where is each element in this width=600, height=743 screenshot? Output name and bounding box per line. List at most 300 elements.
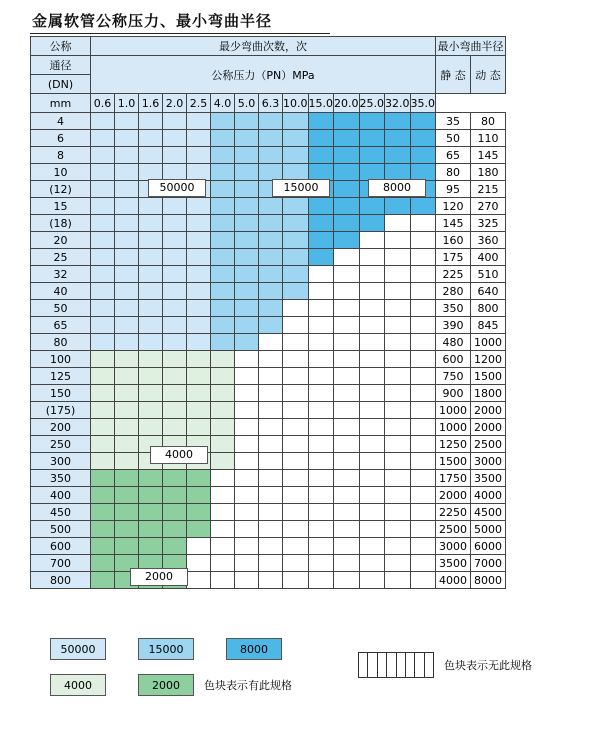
header-dn-line2: 通径	[31, 56, 91, 75]
cell-pressure	[410, 453, 436, 470]
cell-pressure	[334, 487, 360, 504]
cell-dn: 200	[31, 419, 91, 436]
cell-static-radius: 1250	[436, 436, 471, 453]
table-row	[31, 317, 506, 334]
cell-pressure	[163, 317, 187, 334]
cell-pressure	[139, 266, 163, 283]
cell-pressure	[308, 198, 334, 215]
cell-dn: 32	[31, 266, 91, 283]
cell-static-radius: 175	[436, 249, 471, 266]
cell-dynamic-radius: 6000	[471, 538, 506, 555]
cell-dynamic-radius: 110	[471, 130, 506, 147]
cell-pressure	[308, 487, 334, 504]
cell-pressure	[163, 385, 187, 402]
cell-pressure	[163, 300, 187, 317]
cell-pressure	[308, 521, 334, 538]
cell-pressure	[283, 470, 309, 487]
cell-dn: 250	[31, 436, 91, 453]
label-50000: 50000	[148, 179, 206, 197]
cell-pressure	[115, 538, 139, 555]
cell-pressure	[385, 300, 411, 317]
cell-pressure	[308, 130, 334, 147]
cell-pressure	[385, 283, 411, 300]
cell-pressure	[211, 181, 235, 198]
table-row	[31, 368, 506, 385]
cell-pressure	[187, 147, 211, 164]
cell-static-radius: 350	[436, 300, 471, 317]
cell-pressure	[283, 215, 309, 232]
table-row	[31, 113, 506, 130]
cell-pressure	[385, 385, 411, 402]
cell-pressure	[163, 266, 187, 283]
cell-dynamic-radius: 640	[471, 283, 506, 300]
cell-pressure	[115, 266, 139, 283]
cell-pressure	[259, 368, 283, 385]
cell-pressure	[187, 351, 211, 368]
legend-swatch-8000: 8000	[226, 638, 282, 660]
table-row	[31, 164, 506, 181]
cell-pressure	[91, 283, 115, 300]
table-row	[31, 538, 506, 555]
cell-pressure	[187, 232, 211, 249]
table-row	[31, 215, 506, 232]
cell-pressure	[410, 283, 436, 300]
cell-pressure	[410, 130, 436, 147]
cell-pressure	[259, 215, 283, 232]
header-pressure-9: 15.0	[308, 94, 334, 113]
cell-pressure	[283, 538, 309, 555]
cell-pressure	[91, 555, 115, 572]
cell-dynamic-radius: 1000	[471, 334, 506, 351]
cell-pressure	[115, 487, 139, 504]
cell-pressure	[139, 317, 163, 334]
cell-pressure	[283, 436, 309, 453]
cell-pressure	[139, 368, 163, 385]
cell-pressure	[385, 130, 411, 147]
cell-pressure	[115, 215, 139, 232]
cell-pressure	[308, 283, 334, 300]
cell-static-radius: 750	[436, 368, 471, 385]
cell-dn: 600	[31, 538, 91, 555]
cell-pressure	[283, 113, 309, 130]
cell-pressure	[139, 300, 163, 317]
cell-pressure	[259, 419, 283, 436]
cell-pressure	[359, 436, 385, 453]
cell-dn: 10	[31, 164, 91, 181]
cell-pressure	[187, 572, 211, 589]
cell-pressure	[283, 317, 309, 334]
cell-pressure	[187, 385, 211, 402]
cell-pressure	[283, 402, 309, 419]
table-row	[31, 402, 506, 419]
header-static: 静 态	[436, 56, 471, 94]
cell-dynamic-radius: 3500	[471, 470, 506, 487]
cell-pressure	[334, 249, 360, 266]
cell-pressure	[139, 487, 163, 504]
legend-swatch-4000: 4000	[50, 674, 106, 696]
cell-pressure	[259, 538, 283, 555]
cell-pressure	[259, 317, 283, 334]
cell-pressure	[115, 351, 139, 368]
cell-pressure	[334, 198, 360, 215]
cell-pressure	[211, 198, 235, 215]
cell-pressure	[385, 402, 411, 419]
cell-pressure	[115, 283, 139, 300]
cell-pressure	[334, 453, 360, 470]
cell-dn: 450	[31, 504, 91, 521]
cell-pressure	[235, 113, 259, 130]
table-row	[31, 351, 506, 368]
cell-pressure	[211, 470, 235, 487]
header-dynamic: 动 态	[471, 56, 506, 94]
cell-pressure	[115, 164, 139, 181]
cell-dynamic-radius: 7000	[471, 555, 506, 572]
cell-pressure	[163, 130, 187, 147]
cell-pressure	[211, 130, 235, 147]
cell-pressure	[359, 249, 385, 266]
cell-pressure	[385, 198, 411, 215]
cell-pressure	[359, 368, 385, 385]
cell-pressure	[211, 113, 235, 130]
cell-pressure	[187, 300, 211, 317]
label-4000: 4000	[150, 446, 208, 464]
cell-pressure	[359, 351, 385, 368]
cell-pressure	[187, 113, 211, 130]
cell-pressure	[235, 130, 259, 147]
cell-pressure	[235, 164, 259, 181]
cell-pressure	[385, 436, 411, 453]
cell-pressure	[308, 419, 334, 436]
cell-pressure	[235, 334, 259, 351]
cell-dn: 800	[31, 572, 91, 589]
cell-pressure	[308, 470, 334, 487]
cell-pressure	[163, 504, 187, 521]
cell-dynamic-radius: 180	[471, 164, 506, 181]
cell-pressure	[385, 249, 411, 266]
cell-pressure	[187, 198, 211, 215]
cell-pressure	[211, 164, 235, 181]
cell-pressure	[410, 555, 436, 572]
header-pressure-5: 4.0	[211, 94, 235, 113]
cell-pressure	[259, 504, 283, 521]
cell-pressure	[283, 419, 309, 436]
cell-pressure	[359, 385, 385, 402]
cell-pressure	[259, 334, 283, 351]
cell-dynamic-radius: 215	[471, 181, 506, 198]
cell-pressure	[385, 232, 411, 249]
cell-pressure	[187, 402, 211, 419]
cell-pressure	[163, 470, 187, 487]
cell-static-radius: 35	[436, 113, 471, 130]
cell-pressure	[334, 283, 360, 300]
header-pressure-1: 1.0	[115, 94, 139, 113]
cell-pressure	[235, 317, 259, 334]
cell-pressure	[334, 215, 360, 232]
cell-pressure	[163, 351, 187, 368]
cell-pressure	[385, 147, 411, 164]
cell-pressure	[359, 113, 385, 130]
cell-pressure	[283, 504, 309, 521]
header-pressure-13: 35.0	[410, 94, 436, 113]
legend-swatch-blank	[358, 652, 434, 678]
cell-pressure	[187, 266, 211, 283]
cell-pressure	[91, 113, 115, 130]
cell-pressure	[359, 470, 385, 487]
cell-static-radius: 600	[436, 351, 471, 368]
title-underline	[30, 33, 330, 34]
cell-pressure	[187, 249, 211, 266]
cell-dn: 25	[31, 249, 91, 266]
cell-pressure	[91, 368, 115, 385]
cell-pressure	[211, 249, 235, 266]
cell-pressure	[259, 470, 283, 487]
cell-pressure	[259, 487, 283, 504]
cell-dn: 40	[31, 283, 91, 300]
cell-pressure	[235, 232, 259, 249]
cell-pressure	[259, 113, 283, 130]
cell-pressure	[163, 419, 187, 436]
header-pressure-2: 1.6	[139, 94, 163, 113]
cell-pressure	[410, 538, 436, 555]
cell-pressure	[359, 198, 385, 215]
cell-pressure	[211, 266, 235, 283]
cell-pressure	[334, 164, 360, 181]
cell-pressure	[334, 368, 360, 385]
cell-pressure	[283, 249, 309, 266]
table-row	[31, 130, 506, 147]
spec-table	[30, 36, 506, 589]
cell-pressure	[334, 521, 360, 538]
cell-pressure	[139, 198, 163, 215]
cell-dn: 6	[31, 130, 91, 147]
cell-pressure	[283, 232, 309, 249]
cell-pressure	[91, 538, 115, 555]
cell-pressure	[211, 402, 235, 419]
cell-pressure	[334, 504, 360, 521]
cell-pressure	[91, 351, 115, 368]
cell-pressure	[308, 232, 334, 249]
cell-pressure	[385, 453, 411, 470]
cell-static-radius: 65	[436, 147, 471, 164]
cell-static-radius: 480	[436, 334, 471, 351]
cell-pressure	[139, 538, 163, 555]
table-row	[31, 300, 506, 317]
cell-pressure	[139, 402, 163, 419]
table-row	[31, 419, 506, 436]
cell-pressure	[308, 555, 334, 572]
cell-dn: 500	[31, 521, 91, 538]
cell-pressure	[235, 419, 259, 436]
cell-pressure	[211, 521, 235, 538]
cell-pressure	[283, 198, 309, 215]
cell-pressure	[334, 232, 360, 249]
cell-pressure	[385, 113, 411, 130]
cell-pressure	[91, 317, 115, 334]
cell-pressure	[211, 283, 235, 300]
cell-dynamic-radius: 2000	[471, 419, 506, 436]
table-row	[31, 181, 506, 198]
cell-pressure	[235, 181, 259, 198]
cell-pressure	[187, 555, 211, 572]
cell-pressure	[211, 215, 235, 232]
cell-pressure	[308, 249, 334, 266]
cell-pressure	[163, 283, 187, 300]
cell-pressure	[283, 521, 309, 538]
header-pressure-3: 2.0	[163, 94, 187, 113]
table-row	[31, 572, 506, 589]
cell-pressure	[308, 368, 334, 385]
cell-pressure	[163, 249, 187, 266]
cell-pressure	[163, 538, 187, 555]
cell-pressure	[91, 300, 115, 317]
cell-pressure	[308, 215, 334, 232]
cell-pressure	[139, 164, 163, 181]
cell-pressure	[334, 538, 360, 555]
cell-dynamic-radius: 325	[471, 215, 506, 232]
cell-pressure	[385, 317, 411, 334]
cell-pressure	[211, 317, 235, 334]
cell-pressure	[115, 419, 139, 436]
cell-pressure	[410, 249, 436, 266]
cell-dn: 125	[31, 368, 91, 385]
header-dn-line1: 公称	[31, 37, 91, 56]
cell-pressure	[385, 351, 411, 368]
cell-pressure	[163, 215, 187, 232]
cell-pressure	[410, 487, 436, 504]
cell-pressure	[410, 198, 436, 215]
cell-pressure	[308, 436, 334, 453]
cell-dynamic-radius: 845	[471, 317, 506, 334]
cell-pressure	[115, 198, 139, 215]
table-row	[31, 521, 506, 538]
cell-pressure	[283, 130, 309, 147]
cell-static-radius: 2500	[436, 521, 471, 538]
cell-pressure	[235, 538, 259, 555]
cell-pressure	[259, 453, 283, 470]
cell-pressure	[139, 232, 163, 249]
cell-pressure	[163, 232, 187, 249]
cell-pressure	[235, 402, 259, 419]
cell-pressure	[385, 538, 411, 555]
cell-pressure	[115, 147, 139, 164]
cell-pressure	[211, 334, 235, 351]
cell-pressure	[91, 198, 115, 215]
cell-pressure	[283, 368, 309, 385]
legend-note-has-spec: 色块表示有此规格	[204, 679, 292, 692]
header-pressure-12: 32.0	[385, 94, 411, 113]
cell-dynamic-radius: 800	[471, 300, 506, 317]
cell-pressure	[359, 300, 385, 317]
cell-pressure	[410, 317, 436, 334]
cell-pressure	[235, 453, 259, 470]
table-row	[31, 385, 506, 402]
cell-dynamic-radius: 360	[471, 232, 506, 249]
table-row	[31, 147, 506, 164]
cell-pressure	[163, 113, 187, 130]
cell-pressure	[410, 521, 436, 538]
cell-pressure	[308, 402, 334, 419]
cell-dn: 100	[31, 351, 91, 368]
cell-pressure	[308, 504, 334, 521]
cell-pressure	[359, 453, 385, 470]
cell-pressure	[359, 572, 385, 589]
cell-pressure	[211, 453, 235, 470]
cell-pressure	[359, 334, 385, 351]
cell-pressure	[359, 283, 385, 300]
cell-pressure	[235, 266, 259, 283]
cell-pressure	[211, 436, 235, 453]
cell-pressure	[385, 504, 411, 521]
cell-pressure	[91, 249, 115, 266]
cell-pressure	[115, 453, 139, 470]
cell-pressure	[211, 419, 235, 436]
cell-pressure	[385, 419, 411, 436]
cell-pressure	[211, 147, 235, 164]
cell-pressure	[334, 402, 360, 419]
cell-pressure	[283, 164, 309, 181]
cell-pressure	[235, 283, 259, 300]
cell-pressure	[308, 538, 334, 555]
cell-pressure	[308, 385, 334, 402]
cell-pressure	[385, 572, 411, 589]
header-pressure-7: 6.3	[259, 94, 283, 113]
cell-pressure	[359, 266, 385, 283]
cell-pressure	[91, 164, 115, 181]
cell-pressure	[385, 266, 411, 283]
cell-pressure	[308, 113, 334, 130]
cell-pressure	[334, 419, 360, 436]
cell-pressure	[259, 147, 283, 164]
table-row	[31, 470, 506, 487]
cell-dn: 350	[31, 470, 91, 487]
cell-pressure	[115, 436, 139, 453]
cell-pressure	[410, 368, 436, 385]
cell-dn: 4	[31, 113, 91, 130]
cell-dynamic-radius: 8000	[471, 572, 506, 589]
cell-pressure	[115, 181, 139, 198]
cell-pressure	[359, 538, 385, 555]
cell-pressure	[163, 521, 187, 538]
cell-pressure	[410, 504, 436, 521]
cell-pressure	[91, 334, 115, 351]
cell-dynamic-radius: 4500	[471, 504, 506, 521]
cell-pressure	[334, 317, 360, 334]
cell-pressure	[410, 385, 436, 402]
cell-static-radius: 145	[436, 215, 471, 232]
table-row	[31, 453, 506, 470]
cell-pressure	[139, 147, 163, 164]
cell-pressure	[259, 266, 283, 283]
cell-static-radius: 390	[436, 317, 471, 334]
cell-pressure	[91, 521, 115, 538]
cell-pressure	[308, 317, 334, 334]
cell-pressure	[283, 334, 309, 351]
cell-pressure	[91, 487, 115, 504]
cell-pressure	[115, 113, 139, 130]
cell-pressure	[91, 419, 115, 436]
cell-pressure	[308, 453, 334, 470]
table-row	[31, 198, 506, 215]
cell-pressure	[235, 572, 259, 589]
cell-pressure	[187, 419, 211, 436]
cell-pressure	[91, 436, 115, 453]
cell-pressure	[187, 283, 211, 300]
cell-pressure	[359, 555, 385, 572]
cell-dn: 700	[31, 555, 91, 572]
cell-pressure	[139, 283, 163, 300]
cell-pressure	[91, 453, 115, 470]
cell-pressure	[259, 402, 283, 419]
